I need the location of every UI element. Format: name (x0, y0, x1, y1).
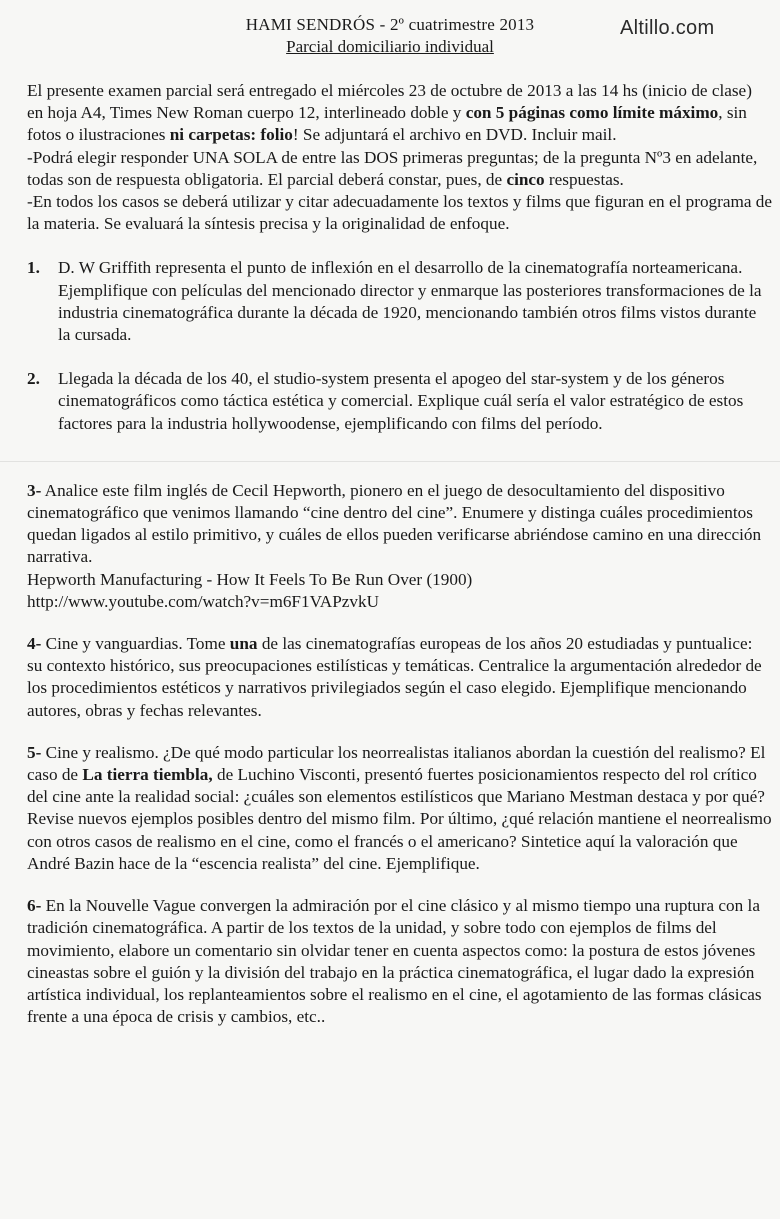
question-5 (27, 742, 772, 875)
instructions-paragraph-1 (27, 80, 772, 147)
question-number: 6- (27, 896, 42, 916)
page-limit-emphasis: con 5 páginas como límite máximo (465, 103, 719, 123)
question-body: de Luchino Visconti, presentó fuertes posicionamientos respecto del rol crítico del cine ante la realidad social: ¿cuáles son elementos estilísticos que Mariano Mestman destaca y por qué? Revise nuevos ejemplos posibles dentro del mismo film. Por último, ¿qué relación mantiene el neorrealismo con otros casos de realismo en el cine, como el francés o el americano? Sintetice aquí la valoración que André Bazin hace de la “escencia realista” del cine. Ejemplifique. (27, 765, 772, 873)
instructions-paragraph-2 (27, 147, 772, 191)
site-watermark: Altillo.com (620, 17, 715, 39)
exam-content (27, 80, 772, 1048)
question-number: 1. (27, 258, 40, 278)
question-body: Cine y vanguardias. Tome (41, 634, 230, 654)
film-reference: Hepworth Manufacturing - How It Feels To Be Run Over (1900) (27, 569, 473, 589)
question-4 (27, 633, 772, 722)
question-text: Llegada la década de los 40, el studio-system presenta el apogeo del star-system y de los géneros cinematográficos como táctica estética y comercial. Explique cuál sería el valor estratégico de estos factores para la industria hollywoodense, ejemplificando con films del período. (58, 369, 744, 433)
instructions-text: respuestas. (544, 169, 624, 189)
question-text: D. W Griffith representa el punto de inflexión en el desarrollo de la cinematografía norteamericana. Ejemplifique con películas del mencionado director y enmarque las posteriores transformaciones de la industria cinematográfica durante la década de 1920, mencionando también otros films vistos durante la cursada. (58, 258, 762, 345)
question-6 (27, 895, 772, 1028)
question-text (27, 633, 772, 722)
question-1 (27, 257, 772, 346)
question-number: 2. (27, 369, 40, 389)
question-text (27, 480, 772, 569)
question-body: de las cinematografías europeas de los años 20 estudiadas y puntualice: su contexto histórico, sus preocupaciones estilísticas y temáticas. Centralice la argumentación alrededor de los procedimientos estéticos y narrativos privilegiados según el caso elegido. Ejemplifique mencionando autores, obras y fechas relevantes. (27, 634, 762, 720)
question-number: 4- (27, 634, 42, 654)
emphasis-una: una (229, 634, 258, 654)
exam-title: HAMI SENDRÓS - 2º cuatrimestre 2013 (245, 15, 535, 34)
instructions-text: El presente examen parcial será entregado el miércoles 23 de octubre de 2013 a las 14 hs (inicio de clase) en hoja A4, Times New Roman cuerpo 12, interlineado doble y (27, 81, 752, 123)
instructions-text: , sin fotos o ilustraciones (27, 103, 747, 145)
film-title-emphasis: La tierra tiembla, (82, 765, 213, 785)
instructions-text: -Podrá elegir responder UNA SOLA de entre las DOS primeras preguntas; de la pregunta Nº3 en adelante, todas son de respuesta obligatoria. El parcial deberá constar, pues, de (27, 147, 758, 189)
question-2 (27, 368, 772, 435)
question-text (27, 895, 772, 1028)
question-text (27, 742, 772, 875)
question-number: 3- (27, 480, 42, 500)
question-3 (27, 480, 772, 613)
instructions-text: ! Se adjuntará el archivo en DVD. Incluir mail. (292, 125, 617, 145)
folder-emphasis: ni carpetas: folio (169, 125, 293, 145)
question-body: En la Nouvelle Vague convergen la admiración por el cine clásico y al mismo tiempo una ruptura con la tradición cinematográfica. A partir de los textos de la unidad, y sobre todo con ejemplos de films del movimiento, elabore un comentario sin olvidar tener en cuenta aspectos como: la postura de estos jóvenes cineastas sobre el guión y la división del trabajo en la práctica cinematográfica, el lugar dado la expresión artística individual, los replanteamientos sobre el realismo en el cine, el agotamiento de las formas clásicas frente a una época de crisis y cambios, etc.. (27, 896, 762, 1027)
section-divider (0, 461, 780, 462)
instructions-paragraph-3: -En todos los casos se deberá utilizar y citar adecuadamente los textos y films que figuran en el programa de la materia. Se evaluará la síntesis precisa y la originalidad de enfoque. (27, 192, 773, 234)
answer-count-emphasis: cinco (506, 169, 545, 189)
question-number: 5- (27, 742, 42, 762)
question-body: Cine y realismo. ¿De qué modo particular los neorrealistas italianos abordan la cuestión del realismo? El caso de (27, 742, 766, 785)
instructions (27, 80, 772, 235)
video-url: http://www.youtube.com/watch?v=m6F1VAPzvkU (27, 591, 379, 611)
question-body: Analice este film inglés de Cecil Hepworth, pionero en el juego de desocultamiento del dispositivo cinematográfico que venimos llamando “cine dentro del cine”. Enumere y distinga cuáles procedimientos quedan ligados al estilo primitivo, y cuáles de ellos pueden verificarse abriéndose camino en una dirección narrativa. (27, 480, 762, 567)
exam-subtitle: Parcial domiciliario individual (286, 37, 494, 56)
